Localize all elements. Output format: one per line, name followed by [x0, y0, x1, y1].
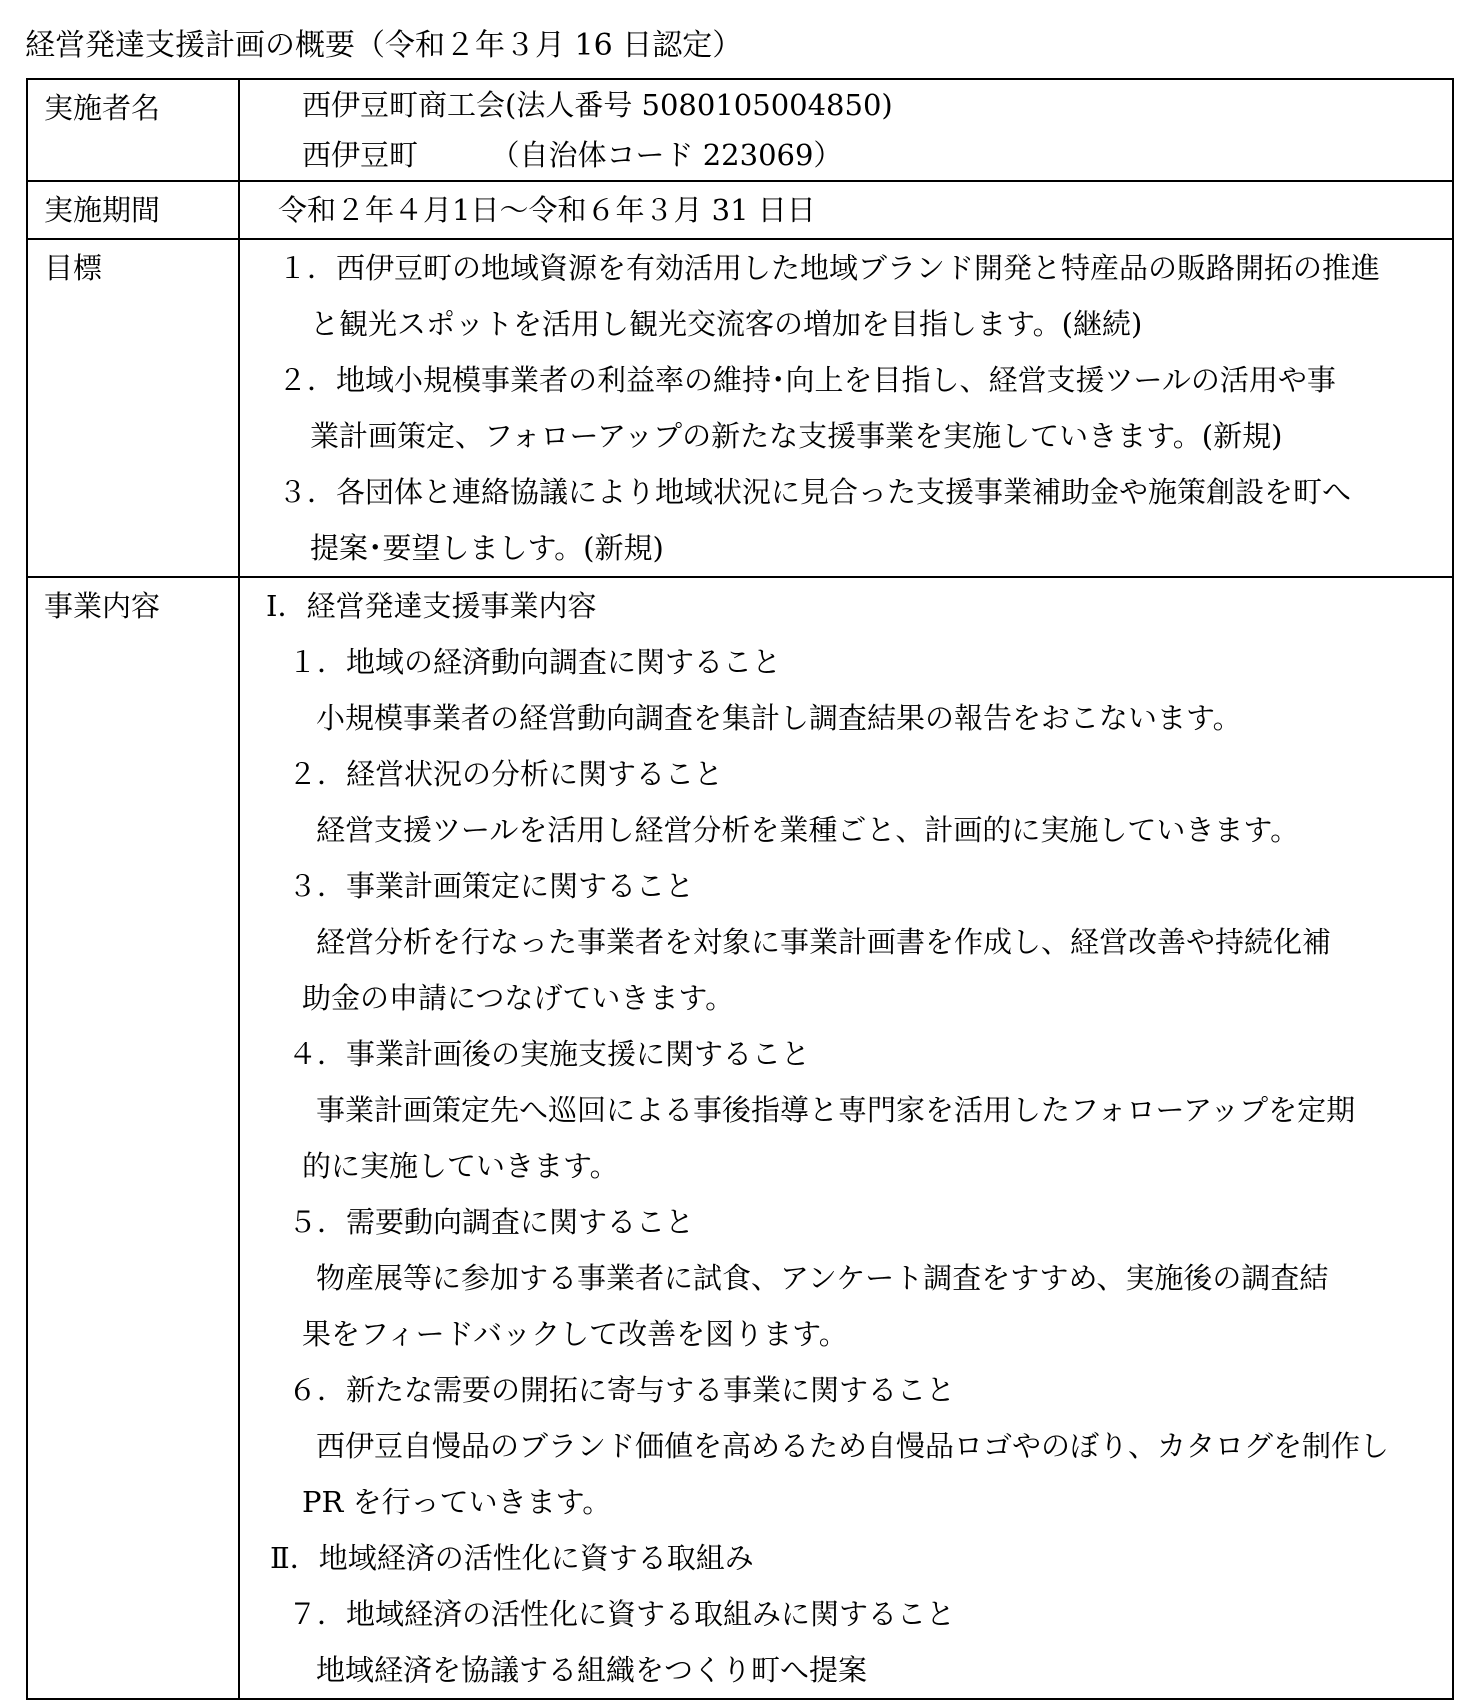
implementer-content	[239, 79, 1453, 181]
goal-item-continuation: と観光スポットを活用し観光交流客の増加を目指します。(継続)	[310, 307, 1143, 341]
implementer-label: 実施者名	[27, 79, 239, 181]
goal-item: １．西伊豆町の地域資源を有効活用した地域ブランド開発と特産品の販路開拓の推進	[278, 251, 1381, 285]
business-item-title: １．地域の経済動向調査に関すること	[288, 645, 782, 679]
business-row	[27, 577, 1453, 1699]
period-label: 実施期間	[27, 181, 239, 239]
period-row	[27, 181, 1453, 239]
implementer-line: 西伊豆町商工会(法人番号 5080105004850)	[302, 88, 893, 122]
goal-item: ３．各団体と連絡協議により地域状況に見合った支援事業補助金や施策創設を町へ	[278, 475, 1352, 509]
business-item-desc: 事業計画策定先へ巡回による事後指導と専門家を活用したフォローアップを定期	[316, 1093, 1356, 1127]
period-value: 令和２年４月1日～令和６年３月 31 日日	[278, 193, 816, 227]
goals-row	[27, 239, 1453, 577]
business-item-desc: 西伊豆自慢品のブランド価値を高めるため自慢品ロゴやのぼり、カタログを制作し	[316, 1429, 1390, 1463]
business-content	[239, 577, 1453, 1699]
business-item-title: ２．経営状況の分析に関すること	[288, 757, 724, 791]
business-item-desc: 小規模事業者の経営動向調査を集計し調査結果の報告をおこないます。	[316, 701, 1242, 735]
goals-content	[239, 239, 1453, 577]
section-heading: Ⅰ．経営発達支援事業内容	[266, 589, 597, 623]
business-item-title: ７．地域経済の活性化に資する取組みに関すること	[288, 1597, 956, 1631]
business-item-title: ６．新たな需要の開拓に寄与する事業に関すること	[288, 1373, 956, 1407]
implementer-line: 西伊豆町 （自治体コード 223069）	[302, 138, 843, 172]
implementer-row	[27, 79, 1453, 181]
document-title: 経営発達支援計画の概要（令和２年３月 16 日認定）	[25, 28, 743, 63]
business-item-title: ５．需要動向調査に関すること	[288, 1205, 695, 1239]
business-item-desc: 助金の申請につなげていきます。	[302, 981, 735, 1015]
business-item-desc: 物産展等に参加する事業者に試食、アンケート調査をすすめ、実施後の調査結	[316, 1261, 1329, 1295]
goal-item-continuation: 提案･要望しましす。(新規)	[310, 531, 664, 565]
business-item-desc: 的に実施していきます。	[302, 1149, 619, 1183]
business-item-title: ３．事業計画策定に関すること	[288, 869, 695, 903]
section-heading: Ⅱ．地域経済の活性化に資する取組み	[270, 1541, 754, 1575]
business-item-desc: 経営分析を行なった事業者を対象に事業計画書を作成し、経営改善や持続化補	[316, 925, 1332, 959]
business-item-desc: 経営支援ツールを活用し経営分析を業種ごと、計画的に実施していきます。	[316, 813, 1300, 847]
business-item-title: ４．事業計画後の実施支援に関すること	[288, 1037, 811, 1071]
goals-label: 目標	[27, 239, 239, 577]
business-item-desc: 果をフィードバックして改善を図ります。	[302, 1317, 848, 1351]
goal-item: ２．地域小規模事業者の利益率の維持･向上を目指し、経営支援ツールの活用や事	[278, 363, 1336, 397]
business-item-desc: PR を行っていきます。	[302, 1485, 612, 1519]
business-item-desc: 地域経済を協議する組織をつくり町へ提案	[316, 1653, 868, 1687]
period-content	[239, 181, 1453, 239]
goal-item-continuation: 業計画策定、フォローアップの新たな支援事業を実施していきます。(新規)	[310, 419, 1283, 453]
business-label: 事業内容	[27, 577, 239, 1699]
plan-summary-table	[26, 78, 1454, 1700]
